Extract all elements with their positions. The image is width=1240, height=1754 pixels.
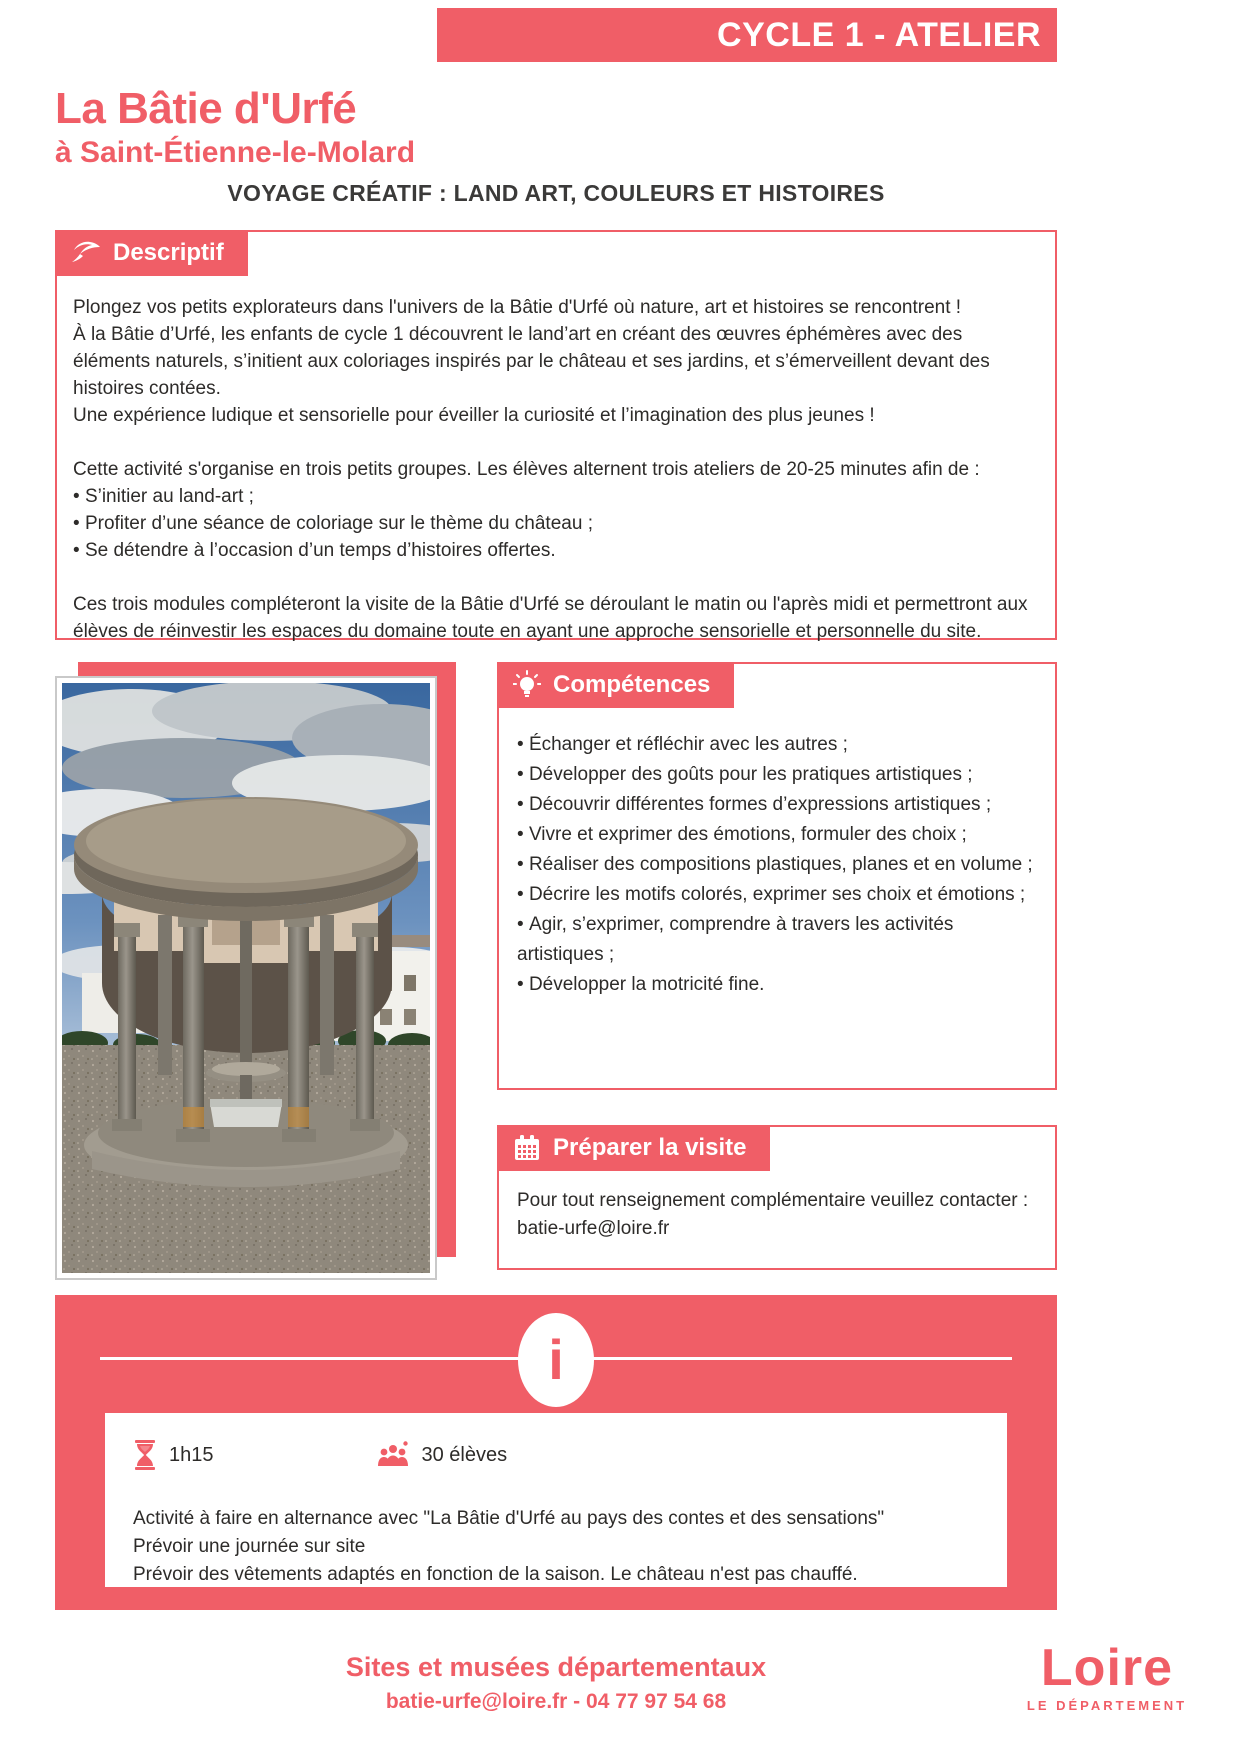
info-notes: [133, 1505, 987, 1589]
descriptif-bullet: • Se détendre à l’occasion d’un temps d’histoires offertes.: [73, 537, 1041, 564]
competences-tab-label: Compétences: [553, 671, 711, 698]
preparer-content: [517, 1187, 1043, 1243]
info-icon: [518, 1313, 594, 1407]
site-photo: [55, 676, 437, 1280]
students-icon: [376, 1440, 410, 1470]
descriptif-paragraph: [73, 294, 1041, 429]
page-title: La Bâtie d'Urfé: [55, 84, 357, 133]
competence-item: • Découvrir différentes formes d’expressions artistiques ;: [517, 790, 1043, 820]
practical-info-panel: [55, 1295, 1057, 1610]
contact-instruction: Pour tout renseignement complémentaire veuillez contacter :: [517, 1190, 1029, 1211]
competence-item: • Développer des goûts pour les pratiques artistiques ;: [517, 760, 1043, 790]
competence-item: • Réaliser des compositions plastiques, planes et en volume ;: [517, 850, 1043, 880]
descriptif-tab-label: Descriptif: [113, 239, 224, 266]
competence-item: • Vivre et exprimer des émotions, formuler des choix ;: [517, 820, 1043, 850]
descriptif-line: Plongez vos petits explorateurs dans l'univers de la Bâtie d'Urfé où nature, art et histoires se rencontrent !: [73, 297, 962, 318]
cycle-banner-label: CYCLE 1 - ATELIER: [717, 15, 1041, 54]
descriptif-bullet: • Profiter d’une séance de coloriage sur le thème du château ;: [73, 510, 1041, 537]
preparer-tab: [497, 1125, 770, 1171]
lightbulb-icon: [513, 670, 541, 700]
footer-contact: batie-urfe@loire.fr - 04 77 97 54 68: [385, 1690, 727, 1713]
descriptif-bullet: • S’initier au land-art ;: [73, 483, 1041, 510]
duration-value: 1h15: [169, 1443, 214, 1466]
info-note-line: Prévoir des vêtements adaptés en fonction de la saison. Le château n'est pas chauffé.: [133, 1564, 858, 1585]
hourglass-icon: [133, 1439, 157, 1471]
loire-logo-subtitle: LE DÉPARTEMENT: [1026, 1698, 1188, 1713]
preparer-section: [497, 1125, 1057, 1270]
duration-stat: [133, 1439, 214, 1471]
descriptif-text: [73, 294, 1041, 645]
info-card: [105, 1413, 1007, 1587]
loire-department-logo: [1022, 1640, 1192, 1713]
competences-section: [497, 662, 1057, 1090]
info-note-line: Activité à faire en alternance avec "La Bâtie d'Urfé au pays des contes et des sensations": [133, 1508, 885, 1529]
page-subtitle: à Saint-Étienne-le-Molard: [55, 136, 416, 169]
descriptif-line: Cette activité s'organise en trois petits groupes. Les élèves alternent trois ateliers de 20-25 minutes afin de :: [73, 459, 980, 480]
competences-tab: [497, 662, 734, 708]
rotunda-photo: [62, 683, 430, 1273]
descriptif-tab: [55, 230, 248, 276]
descriptif-paragraph: [73, 591, 1041, 645]
competences-list: [517, 730, 1043, 1000]
descriptif-section: [55, 230, 1057, 640]
competence-item: • Agir, s’exprimer, comprendre à travers les activités artistiques ;: [517, 910, 1043, 970]
info-note-line: Prévoir une journée sur site: [133, 1536, 366, 1557]
info-i-glyph: i: [548, 1328, 564, 1391]
activity-title: VOYAGE CRÉATIF : LAND ART, COULEURS ET HISTOIRES: [227, 180, 885, 206]
descriptif-paragraph: [73, 456, 1041, 564]
info-stats-row: [133, 1439, 507, 1471]
capacity-stat: [376, 1440, 508, 1470]
capacity-value: 30 élèves: [421, 1443, 508, 1466]
loire-logo-wordmark: Loire: [1040, 1639, 1174, 1697]
contact-email: batie-urfe@loire.fr: [517, 1218, 670, 1239]
competence-item: • Décrire les motifs colorés, exprimer ses choix et émotions ;: [517, 880, 1043, 910]
descriptif-line: Une expérience ludique et sensorielle pour éveiller la curiosité et l’imagination des plus jeunes !: [73, 405, 875, 426]
descriptif-line: Ces trois modules compléteront la visite de la Bâtie d'Urfé se déroulant le matin ou l'après midi et permettront aux élèves de réinvestir les espaces du domaine toute en ayant une approche sensorielle et personnelle du site.: [73, 594, 1028, 642]
descriptif-line: À la Bâtie d’Urfé, les enfants de cycle 1 découvrent le land’art en créant des œuvres éphémères avec des éléments naturels, s’initient aux coloriages inspirés par le château et ses jardins, et s’émerveillent devant des histoires contées.: [73, 324, 990, 399]
competence-item: • Échanger et réfléchir avec les autres ;: [517, 730, 1043, 760]
preparer-tab-label: Préparer la visite: [553, 1134, 747, 1161]
competence-item: • Développer la motricité fine.: [517, 970, 1043, 1000]
footer-title: Sites et musées départementaux: [345, 1652, 767, 1682]
bird-icon: [71, 240, 101, 266]
calendar-icon: [513, 1134, 541, 1162]
cycle-banner: [437, 8, 1057, 62]
descriptif-bullet-list: [73, 483, 1041, 564]
